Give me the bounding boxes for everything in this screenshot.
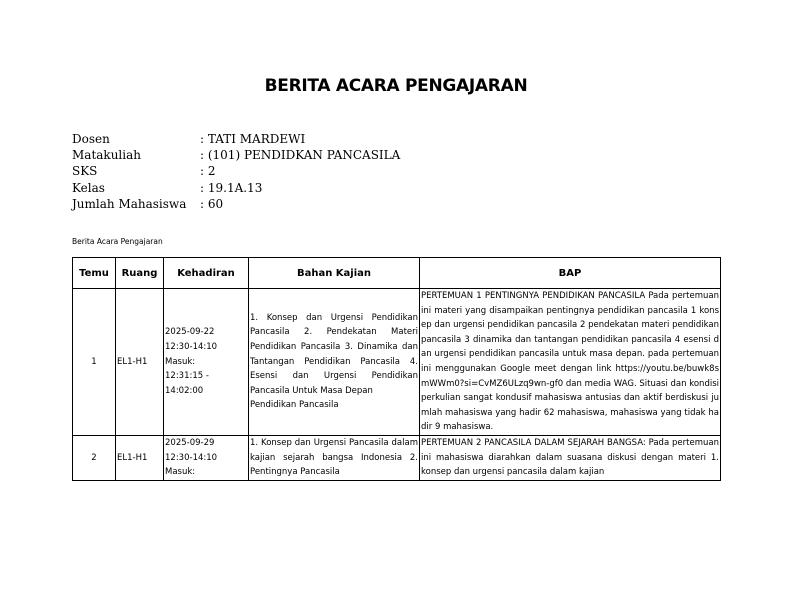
cell-temu: 1: [73, 289, 116, 436]
info-row-kelas: [72, 180, 400, 196]
bahan-kajian-text: 1. Konsep dan Urgensi Pendidikan Pancasila 2. Pendekatan Materi Pendidikan Pancasila 3. Dinamika dan Tantangan Pendidikan Pancasila 4. Esensi dan Urgensi Pendidikan Pancasila Untuk Masa Depan: [250, 312, 418, 396]
header-temu: Temu: [73, 258, 116, 289]
cell-kehadiran: [164, 289, 249, 436]
cell-ruang: EL1-H1: [116, 289, 164, 436]
bap-text: PERTEMUAN 2 PANCASILA DALAM SEJARAH BANGSA: Pada pertemuan ini mahasiswa diarahkan dalam suasana diskusi dengan materi 1. konsep dan urgensi pancasila dalam kajian: [421, 437, 719, 478]
info-row-jumlah-mahasiswa: [72, 196, 400, 212]
header-kehadiran: Kehadiran: [164, 258, 249, 289]
kehadiran-label: Masuk:: [165, 356, 196, 367]
page-title: BERITA ACARA PENGAJARAN: [264, 76, 528, 96]
course-info: [72, 131, 400, 212]
kehadiran-date: 2025-09-22: [165, 327, 215, 338]
bap-table: [72, 257, 721, 481]
info-label: Dosen: [72, 132, 110, 146]
cell-bahan-kajian: [249, 289, 420, 436]
cell-bap: [420, 435, 721, 480]
cell-kehadiran: [164, 435, 249, 480]
kehadiran-clip: [165, 436, 247, 480]
info-label: SKS: [72, 164, 98, 179]
info-value: : 2: [200, 164, 216, 179]
table-row: [73, 435, 721, 480]
cell-bahan-kajian: [249, 435, 420, 480]
info-row-dosen: [72, 131, 400, 147]
info-row-matakuliah: [72, 147, 400, 163]
header-ruang: Ruang: [116, 258, 164, 289]
table-caption: Berita Acara Pengajaran: [72, 237, 163, 246]
header-bahan-kajian: Bahan Kajian: [249, 258, 420, 289]
bahan-kajian-subject: Pendidikan Pancasila: [250, 400, 339, 411]
info-value: : 19.1A.13: [200, 180, 263, 195]
kehadiran-label: Masuk:: [165, 467, 196, 478]
kehadiran-time: 12:30-14:10: [165, 342, 218, 353]
kehadiran-in: 12:31:15 -: [165, 371, 209, 382]
cell-temu: 2: [73, 435, 116, 480]
info-value: : 60: [200, 196, 224, 211]
info-label: Matakuliah: [72, 148, 141, 163]
info-label: Jumlah Mahasiswa: [72, 196, 187, 211]
info-row-sks: [72, 163, 400, 179]
table-row: [73, 289, 721, 436]
kehadiran-date: 2025-09-29: [165, 437, 215, 448]
bahan-kajian-text: 1. Konsep dan Urgensi Pancasila dalam kajian sejarah bangsa Indonesia 2. Pentingnya Pancasila: [250, 437, 418, 478]
kehadiran-out: 14:02:00: [165, 385, 204, 396]
cell-ruang: EL1-H1: [116, 435, 164, 480]
info-label: Kelas: [72, 180, 105, 195]
header-bap: BAP: [420, 258, 721, 289]
info-value: : TATI MARDEWI: [200, 132, 306, 146]
kehadiran-time: 12:30-14:10: [165, 452, 218, 463]
cell-bap: PERTEMUAN 1 PENTINGNYA PENDIDIKAN PANCASILA Pada pertemuan ini materi yang disampaikan pentingnya pendidikan pancasila 1 konsep dan urgensi pendidikan pancasila 2 pendekatan materi pendidikan pancasila 3 dinamika dan tantangan pendidikan pancasila 4 esensi dan urgensi pendidikan pancasila untuk masa depan. pada pertemuan ini menggunakan Google meet dengan link https://youtu.be/buwk8smWWm0?si=CvMZ6ULzq9wn-gf0 dan media WAG. Situasi dan kondisi perkulian sangat kondusif mahasiswa antusias dan aktif berdiskusi jumlah mahasiswa yang hadir 62 mahasiswa, mahasiswa yang tidak hadir 9 mahasiswa.: [420, 289, 721, 436]
table-header-row: [73, 258, 721, 289]
info-value: : (101) PENDIDKAN PANCASILA: [200, 148, 401, 163]
